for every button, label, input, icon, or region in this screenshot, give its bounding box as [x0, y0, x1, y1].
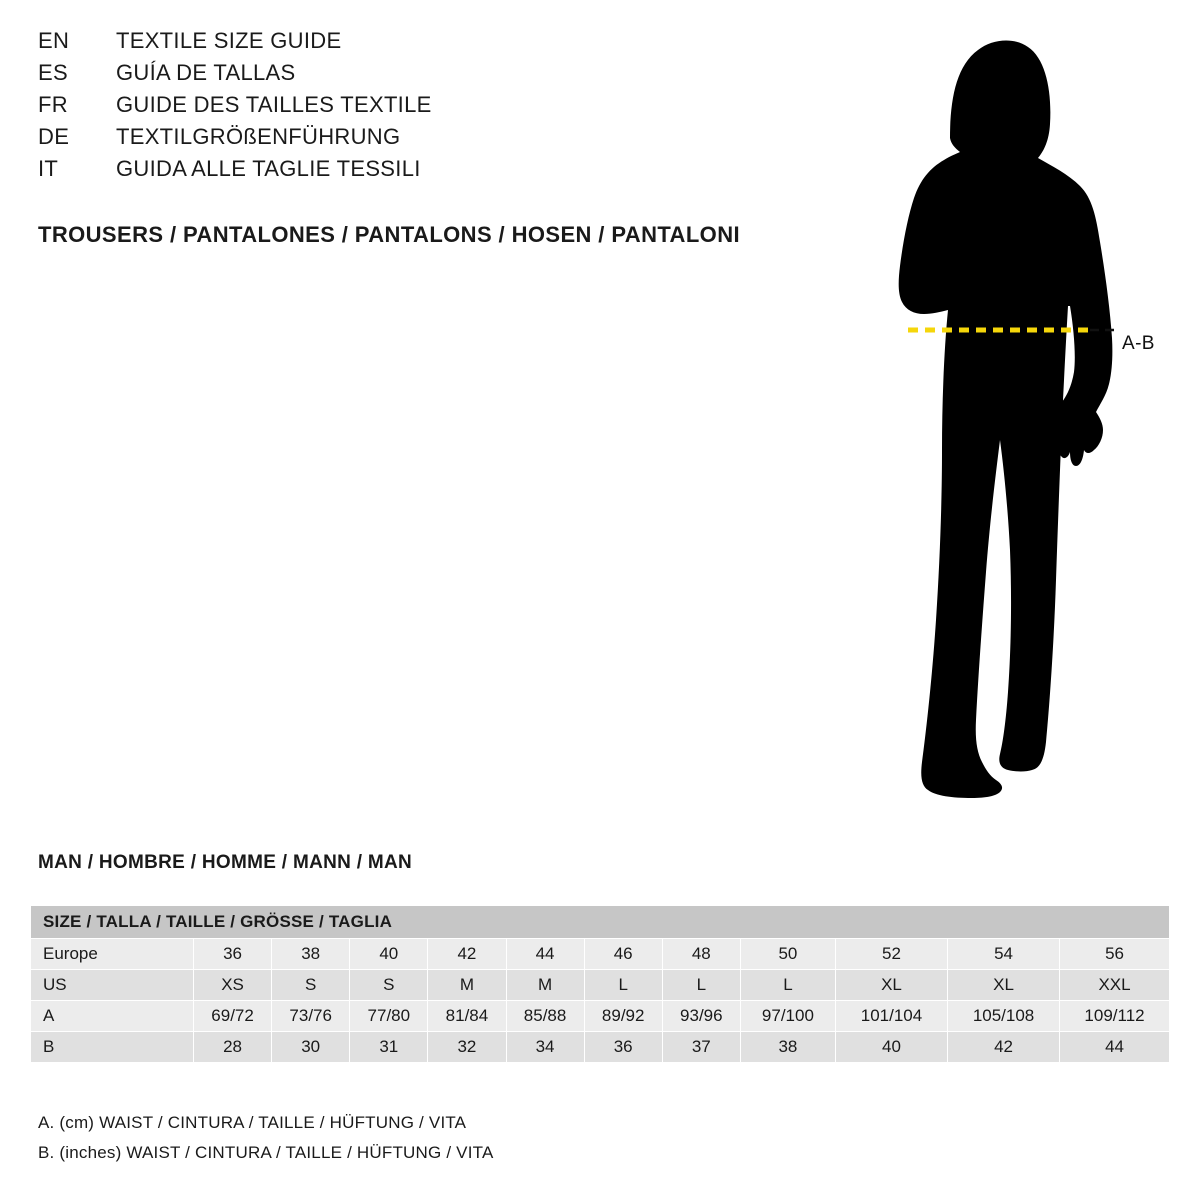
measure-label-ab: A-B: [1122, 333, 1155, 354]
language-code: IT: [38, 156, 59, 181]
cell-b-6: 37: [662, 1032, 740, 1063]
cell-us-6: L: [662, 970, 740, 1001]
cell-us-1: S: [272, 970, 350, 1001]
table-row: [31, 939, 1170, 970]
cell-b-8: 40: [835, 1032, 947, 1063]
table-header-label: SIZE / TALLA / TAILLE / GRÖSSE / TAGLIA: [31, 906, 1170, 939]
cell-us-0: XS: [194, 970, 272, 1001]
garment-type-title: TROUSERS / PANTALONES / PANTALONS / HOSEN / PANTALONI: [38, 222, 740, 247]
language-code: FR: [38, 92, 68, 117]
language-row: [38, 124, 798, 156]
cell-us-10: XXL: [1060, 970, 1170, 1001]
cell-a-8: 101/104: [835, 1001, 947, 1032]
cell-a-9: 105/108: [948, 1001, 1060, 1032]
table-row: [31, 970, 1170, 1001]
cell-europe-0: 36: [194, 939, 272, 970]
footnotes: [38, 1108, 494, 1168]
row-label-a: A: [31, 1001, 194, 1032]
language-title: TEXTILE SIZE GUIDE: [116, 28, 342, 53]
cell-b-3: 32: [428, 1032, 506, 1063]
cell-b-5: 36: [584, 1032, 662, 1063]
table-row: [31, 1032, 1170, 1063]
cell-b-0: 28: [194, 1032, 272, 1063]
cell-europe-6: 48: [662, 939, 740, 970]
cell-europe-10: 56: [1060, 939, 1170, 970]
cell-europe-4: 44: [506, 939, 584, 970]
cell-a-3: 81/84: [428, 1001, 506, 1032]
male-silhouette-icon: [800, 20, 1200, 810]
cell-a-0: 69/72: [194, 1001, 272, 1032]
cell-a-5: 89/92: [584, 1001, 662, 1032]
cell-a-4: 85/88: [506, 1001, 584, 1032]
row-label-b: B: [31, 1032, 194, 1063]
cell-europe-7: 50: [740, 939, 835, 970]
footnote-b: B. (inches) WAIST / CINTURA / TAILLE / HÜFTUNG / VITA: [38, 1143, 494, 1162]
language-code: DE: [38, 124, 70, 149]
language-code: EN: [38, 28, 70, 53]
cell-europe-9: 54: [948, 939, 1060, 970]
cell-b-1: 30: [272, 1032, 350, 1063]
cell-us-4: M: [506, 970, 584, 1001]
language-title: GUIDE DES TAILLES TEXTILE: [116, 92, 432, 117]
gender-caption: MAN / HOMBRE / HOMME / MANN / MAN: [38, 852, 413, 873]
language-row: [38, 92, 798, 124]
row-label-europe: Europe: [31, 939, 194, 970]
footnote-a: A. (cm) WAIST / CINTURA / TAILLE / HÜFTUNG / VITA: [38, 1113, 467, 1132]
cell-us-5: L: [584, 970, 662, 1001]
cell-europe-8: 52: [835, 939, 947, 970]
cell-europe-5: 46: [584, 939, 662, 970]
cell-us-8: XL: [835, 970, 947, 1001]
cell-b-2: 31: [350, 1032, 428, 1063]
cell-us-2: S: [350, 970, 428, 1001]
cell-a-1: 73/76: [272, 1001, 350, 1032]
measurement-figure: [800, 20, 1200, 810]
cell-a-10: 109/112: [1060, 1001, 1170, 1032]
cell-europe-1: 38: [272, 939, 350, 970]
cell-b-7: 38: [740, 1032, 835, 1063]
language-title: GUIDA ALLE TAGLIE TESSILI: [116, 156, 421, 181]
language-title: TEXTILGRÖßENFÜHRUNG: [116, 124, 401, 149]
language-row: [38, 28, 798, 60]
cell-a-6: 93/96: [662, 1001, 740, 1032]
table-row: [31, 1001, 1170, 1032]
cell-b-9: 42: [948, 1032, 1060, 1063]
cell-europe-2: 40: [350, 939, 428, 970]
cell-us-9: XL: [948, 970, 1060, 1001]
language-title: GUÍA DE TALLAS: [116, 60, 296, 85]
cell-us-3: M: [428, 970, 506, 1001]
cell-b-4: 34: [506, 1032, 584, 1063]
cell-us-7: L: [740, 970, 835, 1001]
language-title-list: [38, 28, 798, 188]
language-row: [38, 156, 798, 188]
cell-a-2: 77/80: [350, 1001, 428, 1032]
cell-b-10: 44: [1060, 1032, 1170, 1063]
row-label-us: US: [31, 970, 194, 1001]
table-header-row: [31, 906, 1170, 939]
size-table: [30, 905, 1170, 1063]
language-code: ES: [38, 60, 68, 85]
cell-europe-3: 42: [428, 939, 506, 970]
language-row: [38, 60, 798, 92]
cell-a-7: 97/100: [740, 1001, 835, 1032]
